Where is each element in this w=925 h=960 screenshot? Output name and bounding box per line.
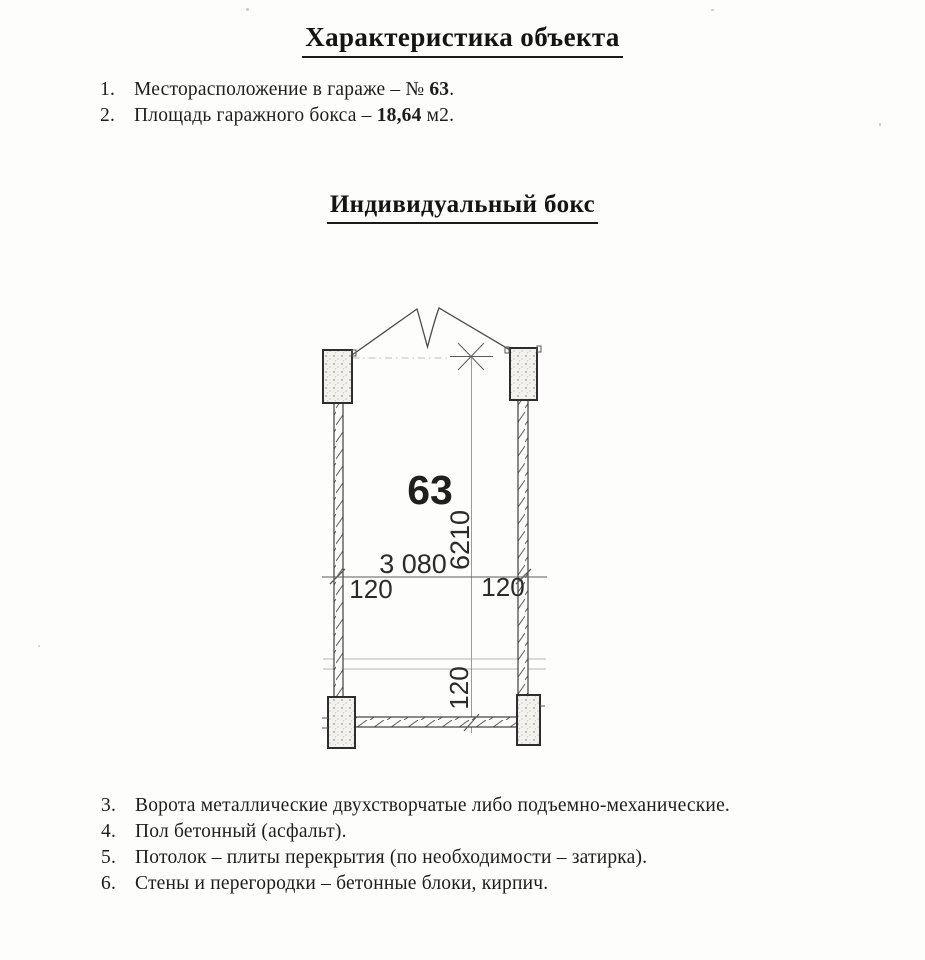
box-number-label: 63	[407, 467, 453, 513]
page-title	[0, 22, 925, 58]
gate-leaves-line	[352, 308, 510, 355]
pier-bottom-right	[517, 695, 540, 745]
characteristics-list-top	[100, 77, 454, 129]
list-item-number: 5.	[101, 847, 117, 868]
right-wall	[518, 400, 528, 695]
list-item	[101, 793, 730, 819]
pier-top-left	[323, 350, 352, 403]
garage-box-plan-drawing	[300, 290, 570, 770]
list-item-number: 1.	[100, 79, 116, 100]
rear-wall	[355, 717, 517, 727]
list-item	[100, 103, 454, 129]
list-item	[100, 77, 454, 103]
right-wall-dimension-label: 120	[481, 572, 525, 602]
list-item-number: 3.	[101, 795, 117, 816]
scan-artifact	[38, 645, 40, 647]
list-item	[101, 871, 730, 897]
left-wall-dimension-label: 120	[349, 574, 393, 604]
list-item-text: Ворота металлические двухстворчатые либо подъемно-механические.	[135, 795, 731, 816]
page-title-text: Характеристика объекта	[302, 22, 623, 58]
list-item-text: Стены и перегородки – бетонные блоки, кирпич.	[135, 873, 549, 894]
list-item-number: 4.	[101, 821, 117, 842]
list-item-text: Потолок – плиты перекрытия (по необходимости – затирка).	[135, 847, 648, 868]
list-item	[101, 845, 730, 871]
list-item-text: Площадь гаражного бокса – 18,64 м2.	[134, 105, 455, 126]
list-item-number: 6.	[101, 873, 117, 894]
pier-bottom-left	[328, 697, 355, 748]
section-title-text: Индивидуальный бокс	[327, 191, 598, 224]
scan-artifact	[246, 8, 249, 11]
rear-wall-dimension-label: 120	[444, 666, 474, 710]
pier-tick-marks	[322, 346, 545, 728]
list-item-text: Пол бетонный (асфальт).	[135, 821, 347, 842]
depth-dimension-label: 6210	[445, 509, 475, 571]
section-title	[0, 191, 925, 224]
width-dimension-label: 3 080	[379, 549, 447, 579]
left-wall	[334, 403, 343, 697]
list-item-number: 2.	[100, 105, 116, 126]
scan-artifact	[711, 9, 714, 11]
characteristics-list-bottom	[101, 793, 730, 897]
scan-artifact	[879, 123, 881, 126]
list-item-text: Месторасположение в гараже – № 63.	[134, 79, 455, 100]
pier-top-right	[510, 348, 537, 400]
list-item	[101, 819, 730, 845]
